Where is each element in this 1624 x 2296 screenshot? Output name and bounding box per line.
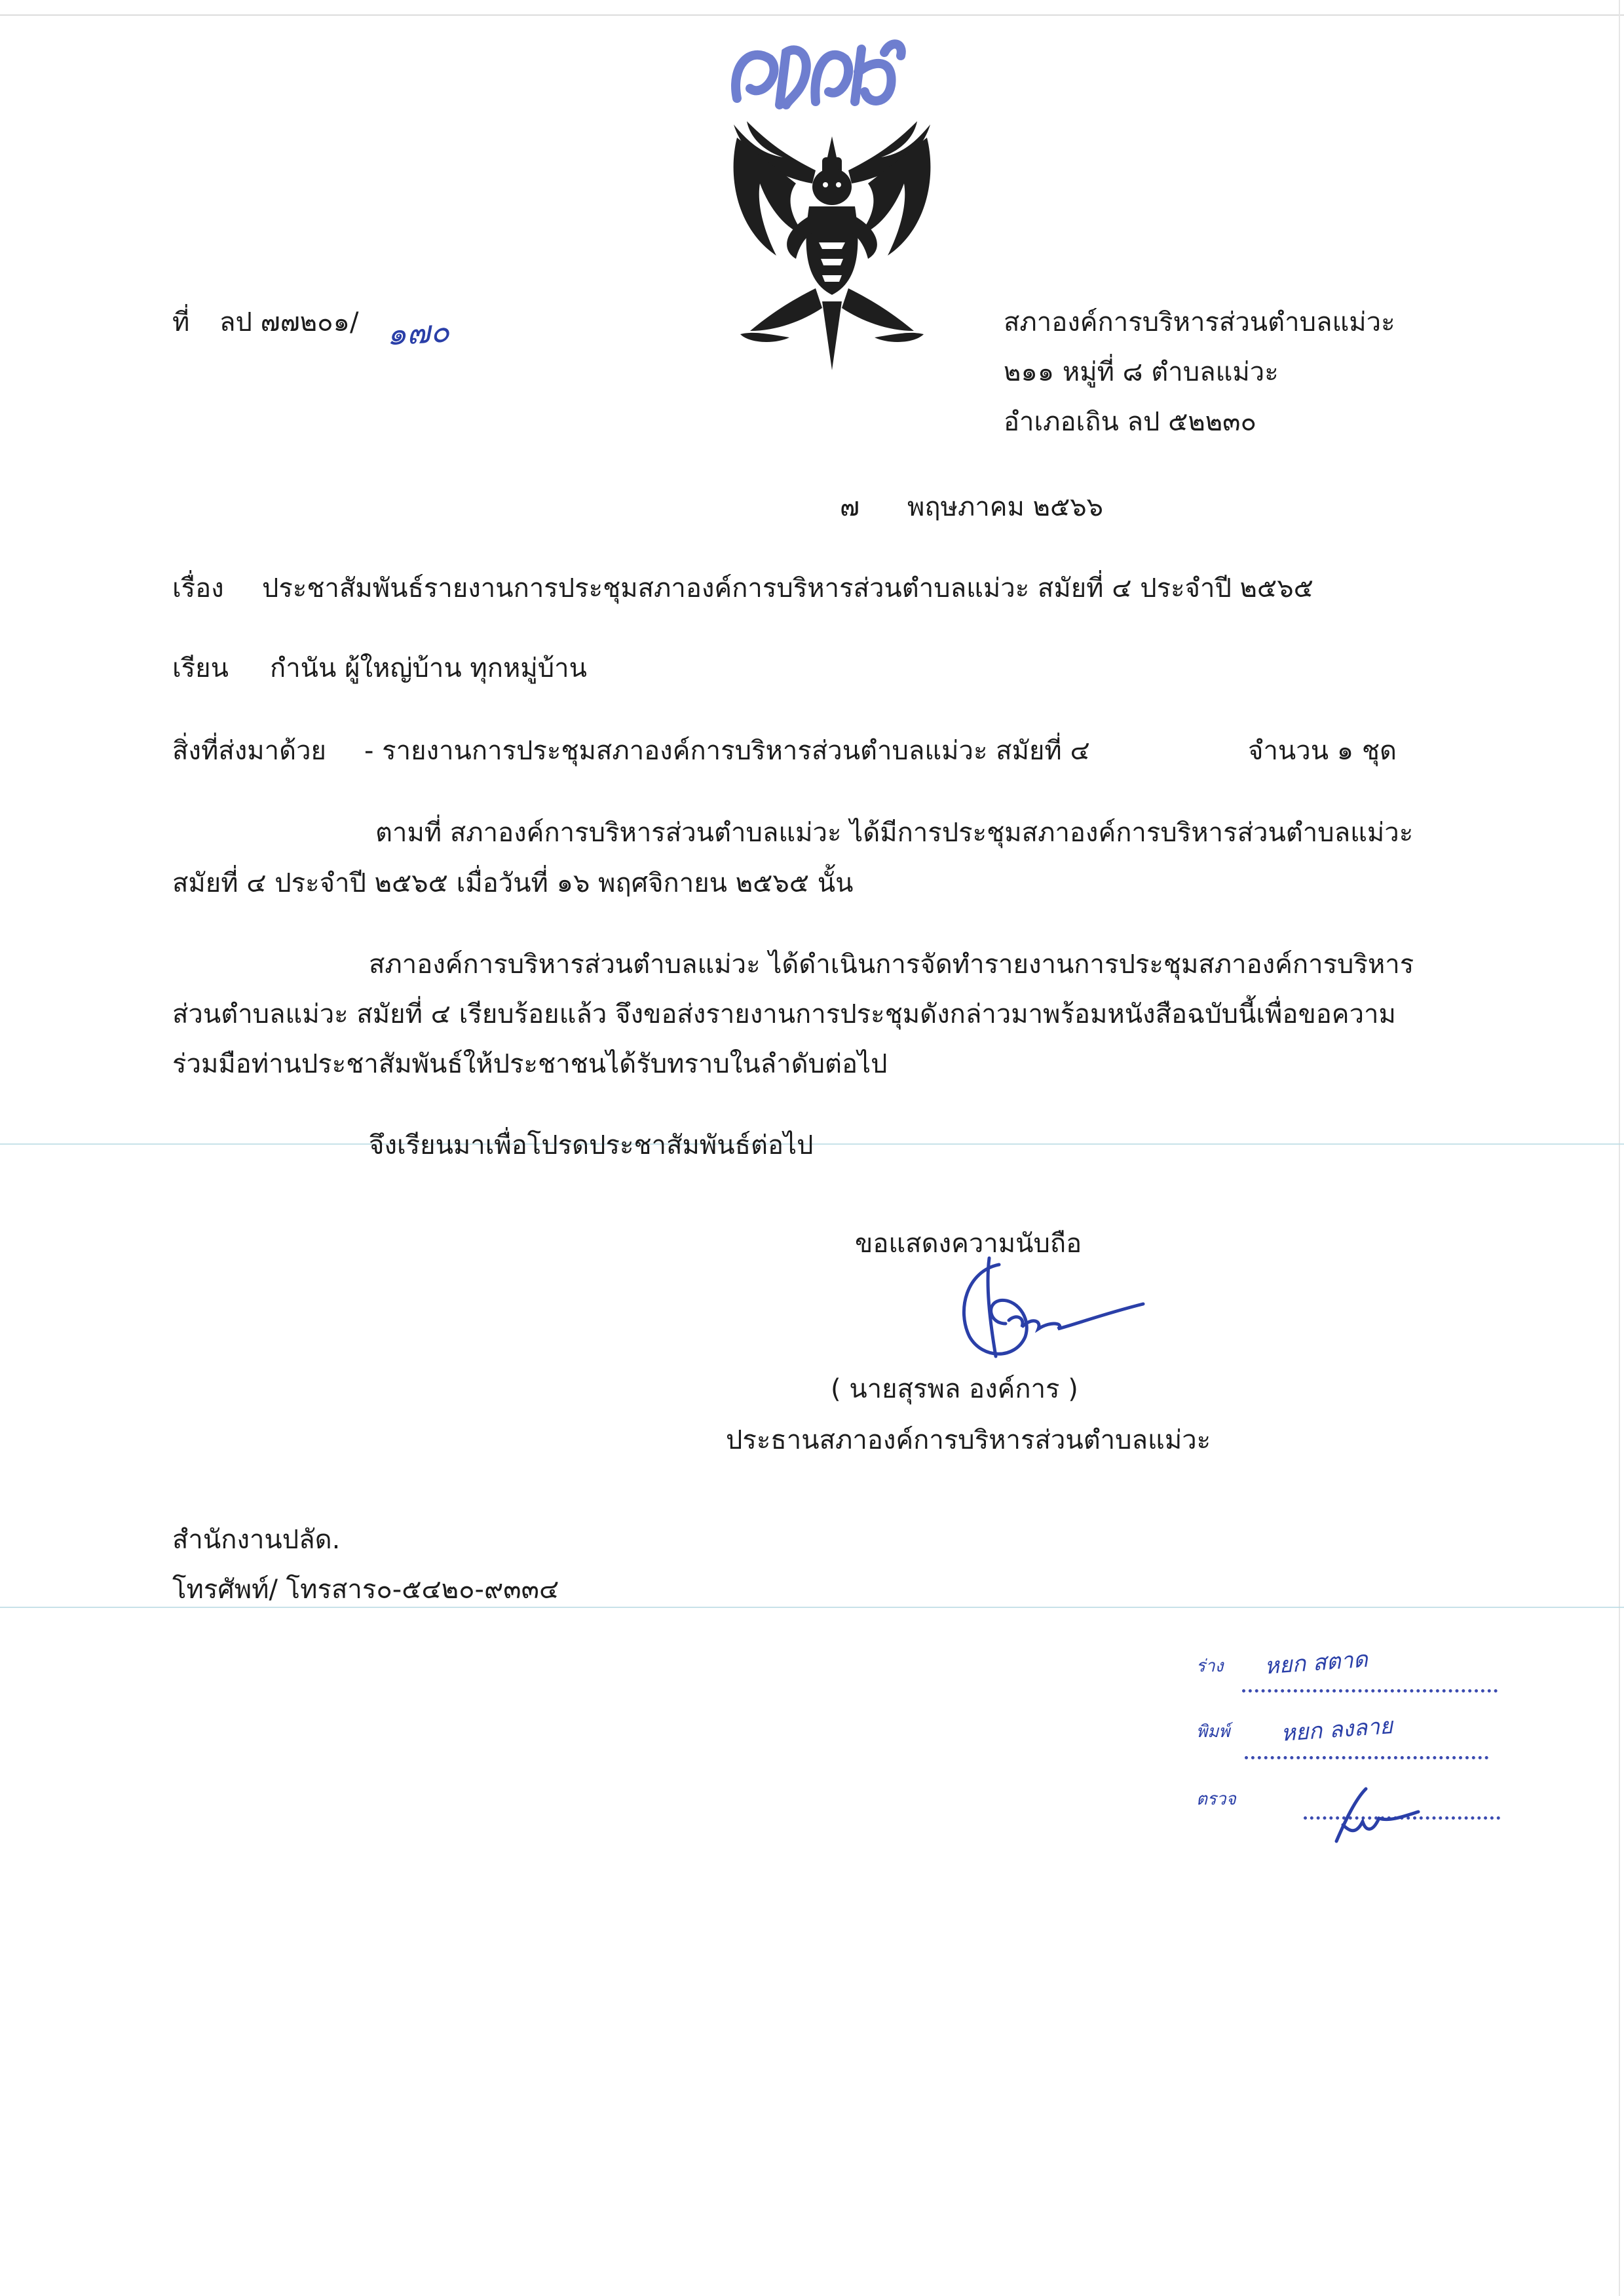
ref-number: ลป ๗๗๒๐๑/: [219, 307, 359, 337]
urgent-stamp: [724, 26, 914, 118]
enclosure-label: สิ่งที่ส่งมาด้วย: [172, 736, 326, 766]
enclosure-quantity: จำนวน ๑ ชุด: [1248, 736, 1397, 766]
scan-top-edge: [0, 14, 1624, 16]
scan-line-2: [0, 1607, 1624, 1608]
date-month-year: พฤษภาคม ๒๕๖๖: [907, 492, 1104, 522]
annotation-check-signature: [1330, 1786, 1422, 1845]
annotation-type-dots: [1245, 1756, 1488, 1759]
phone-fax: โทรศัพท์/ โทรสาร๐-๕๔๒๐-๙๓๓๔: [172, 1575, 559, 1605]
paragraph1-line1: ตามที่ สภาองค์การบริหารส่วนตำบลแม่วะ ได้มีการประชุมสภาองค์การบริหารส่วนตำบลแม่วะ: [375, 818, 1414, 848]
signer-name: ( นายสุรพล องค์การ ): [831, 1374, 1078, 1404]
recipient-text: กำนัน ผู้ใหญ่บ้าน ทุกหมู่บ้าน: [270, 653, 587, 683]
annotation-type-label: พิมพ์: [1196, 1722, 1230, 1742]
paragraph2-line1: สภาองค์การบริหารส่วนตำบลแม่วะ ได้ดำเนินการจัดทำรายงานการประชุมสภาองค์การบริหาร: [369, 949, 1414, 980]
salutation: ขอแสดงความนับถือ: [855, 1229, 1082, 1259]
recipient-label: เรียน: [172, 653, 229, 683]
annotation-type-signature: หยก ลงลาย: [1279, 1713, 1394, 1747]
signature-mark: [953, 1252, 1150, 1369]
annotation-draft-label: ร่าง: [1196, 1656, 1224, 1676]
closing-request: จึงเรียนมาเพื่อโปรดประชาสัมพันธ์ต่อไป: [369, 1130, 814, 1160]
date-day: ๗: [840, 492, 860, 522]
sender-district-line: อำเภอเถิน ลป ๕๒๒๓๐: [1004, 407, 1256, 437]
paragraph2-line2: ส่วนตำบลแม่วะ สมัยที่ ๔ เรียบร้อยแล้ว จึงขอส่งรายงานการประชุมดังกล่าวมาพร้อมหนังสือฉบับนี้เพื่อขอความ: [172, 999, 1396, 1029]
annotation-check-label: ตรวจ: [1196, 1789, 1236, 1809]
paragraph2-line3: ร่วมมือท่านประชาสัมพันธ์ให้ประชาชนได้รับทราบในลำดับต่อไป: [172, 1049, 888, 1079]
office-name: สำนักงานปลัด.: [172, 1525, 341, 1555]
enclosure-text: - รายงานการประชุมสภาองค์การบริหารส่วนตำบลแม่วะ สมัยที่ ๔: [364, 736, 1090, 766]
sender-organization: สภาองค์การบริหารส่วนตำบลแม่วะ: [1004, 307, 1395, 337]
ref-handwritten-number: ๑๗๐: [385, 313, 451, 353]
scan-right-edge: [1619, 0, 1620, 2296]
garuda-emblem: [724, 118, 940, 370]
subject-text: ประชาสัมพันธ์รายงานการประชุมสภาองค์การบริหารส่วนตำบลแม่วะ สมัยที่ ๔ ประจำปี ๒๕๖๕: [262, 573, 1313, 603]
annotation-draft-dots: [1242, 1689, 1498, 1693]
ref-prefix: ที่: [172, 307, 190, 337]
paragraph1-line2: สมัยที่ ๔ ประจำปี ๒๕๖๕ เมื่อวันที่ ๑๖ พฤศจิกายน ๒๕๖๕ นั้น: [172, 868, 854, 898]
annotation-draft-signature: หยก สตาด: [1263, 1646, 1369, 1680]
sender-address-line: ๒๑๑ หมู่ที่ ๘ ตำบลแม่วะ: [1004, 357, 1279, 387]
subject-label: เรื่อง: [172, 573, 224, 603]
signer-title: ประธานสภาองค์การบริหารส่วนตำบลแม่วะ: [726, 1425, 1211, 1455]
